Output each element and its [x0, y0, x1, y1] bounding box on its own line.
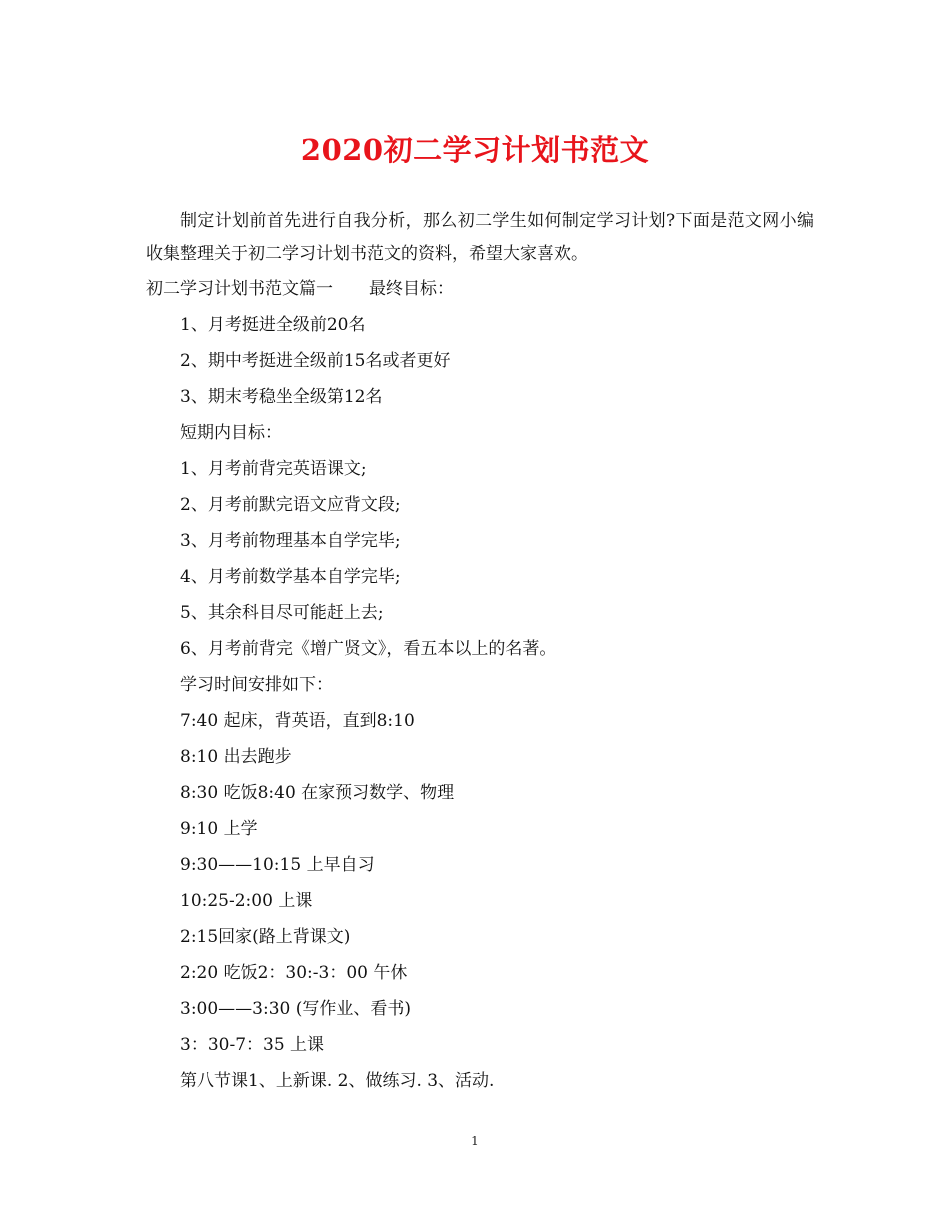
- short-goal-item: 6、月考前背完《增广贤文》，看五本以上的名著。: [180, 639, 557, 659]
- short-goal-item: 3、月考前物理基本自学完毕;: [180, 531, 401, 551]
- schedule-item: 8:10 出去跑步: [180, 747, 292, 767]
- schedule-item: 8:30 吃饭8:40 在家预习数学、物理: [180, 783, 455, 803]
- schedule-item: 2:20 吃饭2：30:-3：00 午休: [180, 963, 408, 983]
- schedule-label: 学习时间安排如下：: [180, 675, 333, 695]
- section-heading: 初二学习计划书范文篇一: [146, 279, 333, 299]
- final-goal-item: 2、期中考挺进全级前15名或者更好: [180, 351, 451, 371]
- document-title: 2020初二学习计划书范文: [300, 133, 650, 167]
- document-body: [146, 205, 814, 1099]
- short-goal-item: 1、月考前背完英语课文;: [180, 459, 367, 479]
- short-goal-item: 4、月考前数学基本自学完毕;: [180, 567, 401, 587]
- short-goals-label: 短期内目标：: [180, 423, 282, 443]
- short-goal-item: 2、月考前默完语文应背文段;: [180, 495, 401, 515]
- schedule-item: 7:40 起床，背英语，直到8:10: [180, 711, 415, 731]
- schedule-item: 第八节课1、上新课. 2、做练习. 3、活动.: [180, 1071, 495, 1091]
- schedule-item: 10:25-2:00 上课: [180, 891, 313, 911]
- schedule-item: 3:00——3:30 (写作业、看书): [180, 999, 412, 1019]
- schedule-item: 9:30——10:15 上早自习: [180, 855, 375, 875]
- final-goal-item: 3、期末考稳坐全级第12名: [180, 387, 383, 407]
- short-goal-item: 5、其余科目尽可能赶上去;: [180, 603, 384, 623]
- final-goals-label: 最终目标：: [369, 279, 454, 299]
- final-goal-item: 1、月考挺进全级前20名: [180, 315, 366, 335]
- schedule-item: 3：30-7：35 上课: [180, 1035, 325, 1055]
- schedule-item: 9:10 上学: [180, 819, 258, 839]
- page-number: 1: [471, 1134, 479, 1148]
- schedule-item: 2:15回家(路上背课文): [180, 927, 351, 947]
- section-heading-line: [146, 271, 814, 307]
- intro-paragraph: 制定计划前首先进行自我分析，那么初二学生如何制定学习计划?下面是范文网小编收集整理关于初二学习计划书范文的资料，希望大家喜欢。: [146, 211, 814, 264]
